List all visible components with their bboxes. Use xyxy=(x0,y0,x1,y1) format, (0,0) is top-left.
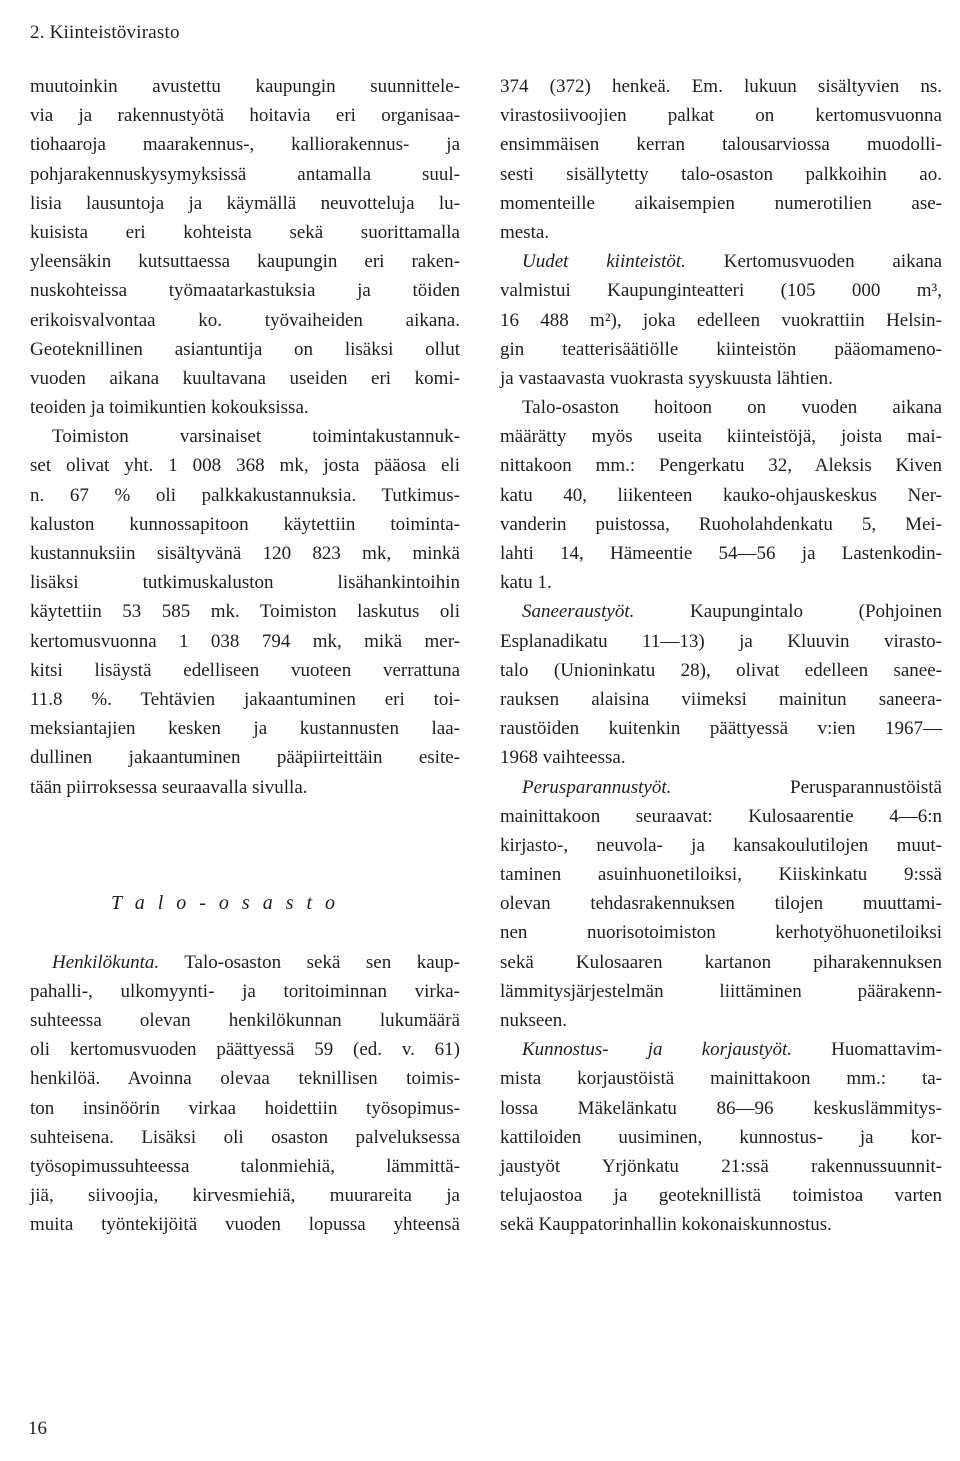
paragraph-uudet-kiinteistot xyxy=(500,247,942,597)
text-line: telujaostoa ja geoteknillistä toimistoa varten xyxy=(500,1185,942,1207)
text-line: olevan tehdasrakennuksen tilojen muuttami- xyxy=(500,893,942,915)
text-line: yleensäkin kutsuttaessa kaupungin eri raken- xyxy=(30,251,460,273)
text-line xyxy=(500,597,942,626)
text-line: meksiantajien kesken ja kustannusten laa- xyxy=(30,718,460,740)
text-line xyxy=(30,948,460,977)
spacer xyxy=(30,860,460,889)
text-line: Talo-osaston hoitoon on vuoden aikana xyxy=(522,397,942,419)
run-in-heading: Kunnostus- ja korjaustyöt. xyxy=(522,1039,792,1061)
text-line xyxy=(500,773,942,802)
text-line: kattiloiden uusiminen, kunnostus- ja kor- xyxy=(500,1126,942,1148)
text-line: Esplanadikatu 11—13) ja Kluuvin virasto- xyxy=(500,630,942,652)
text-line: katu 40, liikenteen kauko-ohjauskeskus Ner- xyxy=(500,484,942,506)
text-line: oli kertomusvuoden päättyessä 59 (ed. v. 61) xyxy=(30,1039,460,1061)
text-line: ton insinöörin virkaa hoidettiin työsopimus- xyxy=(30,1097,460,1119)
run-in-heading: Henkilökunta. xyxy=(52,951,160,973)
text-line: nittakoon mm.: Pengerkatu 32, Aleksis Kiven xyxy=(500,455,942,477)
text-line: dullinen jakaantuminen pääpiirteittäin esite- xyxy=(30,747,460,769)
text-line: sesti sisällytetty talo-osaston palkkoihin ao. xyxy=(500,163,942,185)
text-line: määrätty myös useita kiinteistöjä, joista mai- xyxy=(500,426,942,448)
text-run: Kertomusvuoden aikana xyxy=(685,251,942,273)
text-line: mista korjaustöistä mainittakoon mm.: ta- xyxy=(500,1068,942,1090)
paragraph-henkilokunta xyxy=(30,948,460,1240)
page-number: 16 xyxy=(28,1418,47,1439)
text-line: kustannuksiin sisältyvänä 120 823 mk, minkä xyxy=(30,543,460,564)
left-body-text xyxy=(30,72,460,802)
text-line: ensimmäisen kerran talousarviossa muodolli- xyxy=(500,134,942,156)
text-line: teoiden ja toimikuntien kokouksissa. xyxy=(30,397,309,419)
text-line: via ja rakennustyötä hoitavia eri organisaa- xyxy=(30,105,460,127)
running-head: 2. Kiinteistövirasto xyxy=(30,22,180,43)
text-line: muutoinkin avustettu kaupungin suunnittele- xyxy=(30,76,460,97)
text-line: nen nuorisotoimiston kerhotyöhuonetiloiksi xyxy=(500,922,942,944)
text-line: 374 (372) henkeä. Em. lukuun sisältyvien ns. xyxy=(500,76,942,97)
text-line: kertomusvuonna 1 038 794 mk, mikä mer- xyxy=(30,630,460,652)
text-run: Perusparannustöistä xyxy=(671,776,942,798)
text-line: talo (Unioninkatu 28), olivat edelleen sanee- xyxy=(500,659,942,681)
text-line: rauksen alaisina viimeksi mainitun saneera- xyxy=(500,688,942,710)
text-line: nukseen. xyxy=(500,1010,568,1031)
text-line: kaluston kunnossapitoon käytettiin toiminta- xyxy=(30,513,460,535)
text-line: virastosiivoojien palkat on kertomusvuonna xyxy=(500,105,942,127)
text-line: 1968 vaihteessa. xyxy=(500,747,626,769)
right-column xyxy=(500,72,942,1240)
run-in-heading: Saneeraustyöt. xyxy=(522,601,635,623)
text-line: lossa Mäkelänkatu 86—96 keskuslämmitys- xyxy=(500,1097,942,1119)
text-line xyxy=(500,247,942,276)
text-line: työsopimussuhteessa talonmiehiä, lämmittä- xyxy=(30,1155,460,1177)
text-line: mesta. xyxy=(500,221,550,243)
text-line: Toimiston varsinaiset toimintakustannuk- xyxy=(52,426,460,448)
text-run: Kaupungintalo (Pohjoinen xyxy=(634,601,942,623)
paragraph-perusparannustyot xyxy=(500,773,942,1036)
text-line: ja vastaavasta vuokrasta syyskuusta lähtien. xyxy=(500,367,833,389)
text-line: henkilöä. Avoinna olevaa teknillisen toimis- xyxy=(30,1068,460,1090)
text-line: gin teatterisäätiölle kiinteistön pääomameno- xyxy=(500,338,942,360)
spacer xyxy=(30,918,460,947)
text-line: suhteessa olevan henkilökunnan lukumäärä xyxy=(30,1010,460,1032)
text-line: jiä, siivoojia, kirvesmiehiä, muurareita ja xyxy=(30,1185,460,1207)
text-line: valmistui Kaupunginteatteri (105 000 m³, xyxy=(500,280,942,302)
text-run: Talo-osaston sekä sen kaup- xyxy=(159,951,460,973)
text-line: tiohaaroja maarakennus-, kalliorakennus- ja xyxy=(30,134,460,156)
text-line: lämmitysjärjestelmän liittäminen päärakenn- xyxy=(500,980,942,1002)
text-line: 16 488 m²), joka edelleen vuokrattiin Helsin- xyxy=(500,309,942,331)
text-line: lahti 14, Hämeentie 54—56 ja Lastenkodin- xyxy=(500,543,942,564)
text-line: lisia lausuntoja ja käymällä neuvotteluja lu- xyxy=(30,192,460,214)
text-line: kitsi lisäystä edelliseen vuoteen verrattuna xyxy=(30,659,460,681)
paragraph-kunnostus-ja-korjaustyot xyxy=(500,1035,942,1239)
text-line: tään piirroksessa seuraavalla sivulla. xyxy=(30,776,308,798)
spacer xyxy=(30,802,460,860)
run-in-heading: Perusparannustyöt. xyxy=(522,776,672,798)
text-line: sekä Kauppatorinhallin kokonaiskunnostus. xyxy=(500,1214,832,1236)
text-line: pohjarakennuskysymyksissä antamalla suul- xyxy=(30,163,460,185)
text-line: raustöiden kuitenkin päättyessä v:ien 1967— xyxy=(500,718,942,740)
paragraph-saneeraustyot xyxy=(500,597,942,772)
text-line: taminen asuinhuonetiloiksi, Kiiskinkatu 9:ssä xyxy=(500,864,942,886)
text-line: suhteisena. Lisäksi oli osaston palveluksessa xyxy=(30,1126,460,1148)
text-line: pahalli-, ulkomyynti- ja toritoiminnan virka- xyxy=(30,980,460,1002)
left-column xyxy=(30,72,460,1240)
text-line: vuoden aikana kuultavana useiden eri komi- xyxy=(30,367,460,389)
text-line: n. 67 % oli palkkakustannuksia. Tutkimus- xyxy=(30,484,460,506)
text-line: nuskohteissa työmaatarkastuksia ja töiden xyxy=(30,280,460,302)
text-line: 11.8 %. Tehtävien jakaantuminen eri toi- xyxy=(30,688,460,710)
text-line: käytettiin 53 585 mk. Toimiston laskutus oli xyxy=(30,601,460,623)
text-line: vanderin puistossa, Ruoholahdenkatu 5, Mei- xyxy=(500,513,942,535)
text-line: katu 1. xyxy=(500,572,552,594)
right-body-text xyxy=(500,72,942,247)
section-title: T a l o - o s a s t o xyxy=(110,892,340,915)
run-in-heading: Uudet kiinteistöt. xyxy=(522,251,686,273)
text-run: Huomattavim- xyxy=(791,1039,942,1061)
text-line: erikoisvalvontaa ko. työvaiheiden aikana. xyxy=(30,309,460,331)
text-line: set olivat yht. 1 008 368 mk, josta pääosa eli xyxy=(30,455,460,477)
text-line: kirjasto-, neuvola- ja kansakoulutilojen muut- xyxy=(500,834,942,856)
text-line: Geoteknillinen asiantuntija on lisäksi ollut xyxy=(30,338,460,360)
text-line xyxy=(500,1035,942,1064)
text-line: jaustyöt Yrjönkatu 21:ssä rakennussuunnit- xyxy=(500,1155,942,1177)
text-line: kuisista eri kohteista sekä suorittamalla xyxy=(30,221,460,243)
text-line: momenteille aikaisempien numerotilien ase- xyxy=(500,192,942,214)
text-line: lisäksi tutkimuskaluston lisähankintoihin xyxy=(30,572,460,594)
text-line: mainittakoon seuraavat: Kulosaarentie 4—6:n xyxy=(500,805,942,827)
text-line: sekä Kulosaaren kartanon piharakennuksen xyxy=(500,951,942,973)
text-line: muita työntekijöitä vuoden lopussa yhteensä xyxy=(30,1214,460,1236)
